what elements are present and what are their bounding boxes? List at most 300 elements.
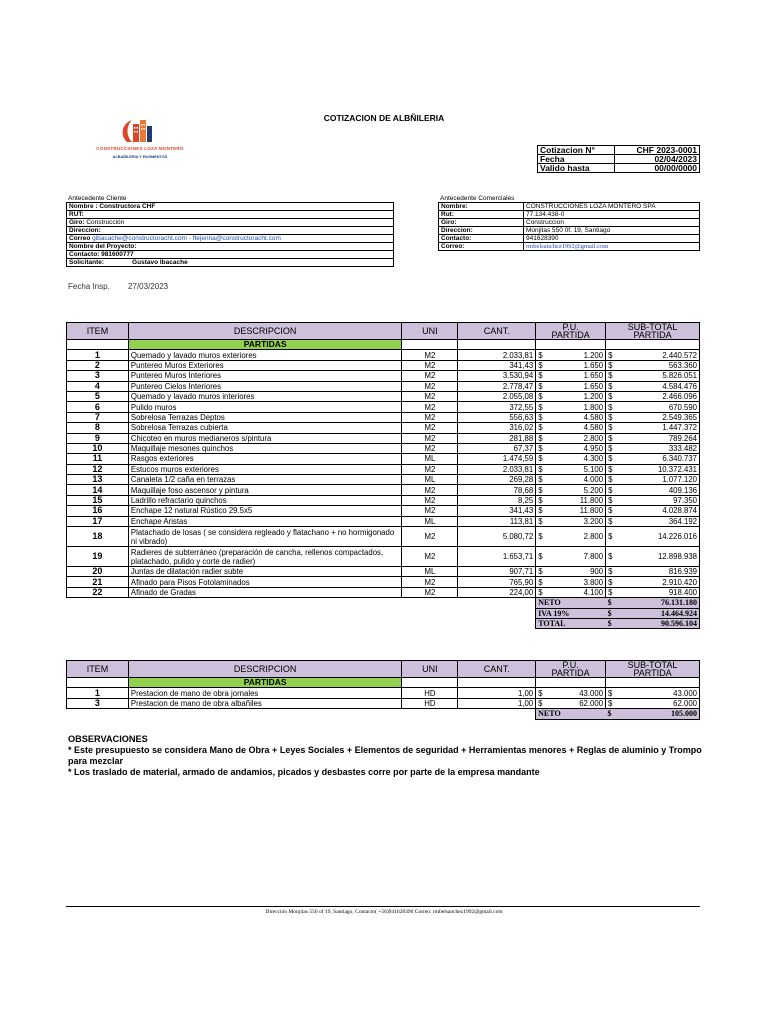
partidas-blank: [67, 340, 129, 350]
item-subtotal: 62.000: [616, 698, 700, 708]
total-label: NETO: [536, 709, 606, 719]
item-quantity: 765,90: [458, 577, 536, 587]
quote-info-box: [537, 145, 700, 173]
item-unit: M2: [402, 506, 458, 516]
item-quantity: 269,28: [458, 475, 536, 485]
labor-header-subtotal: [606, 661, 700, 678]
item-unit: HD: [402, 688, 458, 698]
unit-price-currency: $: [536, 527, 546, 547]
item-unit: M2: [402, 360, 458, 370]
item-subtotal: 789.264: [616, 433, 700, 443]
total-value: 105.000: [616, 709, 700, 719]
item-row: [67, 402, 700, 412]
quote-valid-value: 00/00/0000: [615, 164, 700, 173]
item-subtotal: 12.898.938: [616, 547, 700, 567]
item-number: 17: [67, 516, 129, 526]
item-subtotal: 10.372.431: [616, 464, 700, 474]
item-quantity: 1,00: [458, 688, 536, 698]
labor-header-pu-line1: P.U.: [562, 660, 579, 670]
item-number: 3: [67, 698, 129, 708]
item-row: [67, 433, 700, 443]
item-description: Prestacion de mano de obra albañiles: [128, 698, 402, 708]
total-currency: $: [606, 618, 616, 628]
unit-price-currency: $: [536, 443, 546, 453]
total-spacer: [402, 608, 458, 618]
item-number: 15: [67, 495, 129, 505]
com-rut-label: Rut:: [439, 211, 524, 219]
item-subtotal: 4.584.476: [616, 381, 700, 391]
item-unit-price: 1.650: [546, 381, 606, 391]
subtotal-currency: $: [606, 360, 616, 370]
item-description: Enchape 12 natural Rústico 29.5x5: [128, 506, 402, 516]
client-giro-cell: [67, 219, 394, 227]
item-unit: M2: [402, 587, 458, 597]
unit-price-currency: $: [536, 516, 546, 526]
item-subtotal: 6.340.737: [616, 454, 700, 464]
unit-price-currency: $: [536, 506, 546, 516]
item-unit-price: 4.100: [546, 587, 606, 597]
header-descripcion: DESCRIPCION: [128, 323, 402, 340]
item-subtotal: 2.440.572: [616, 350, 700, 360]
item-quantity: 8,25: [458, 495, 536, 505]
subtotal-currency: $: [606, 371, 616, 381]
footer-divider: [66, 906, 700, 907]
unit-price-currency: $: [536, 485, 546, 495]
quote-date-value: 02/04/2023: [615, 155, 700, 164]
labor-header-cant: CANT.: [458, 661, 536, 678]
item-row: [67, 454, 700, 464]
item-description: Pulido muros: [128, 402, 402, 412]
item-row: [67, 577, 700, 587]
unit-price-currency: $: [536, 360, 546, 370]
subtotal-currency: $: [606, 495, 616, 505]
item-unit: M2: [402, 527, 458, 547]
item-description: Afinado de Gradas: [128, 587, 402, 597]
item-quantity: 2.033,81: [458, 350, 536, 360]
document-title: COTIZACION DE ALBÑILERIA: [323, 113, 445, 123]
items-table: [66, 322, 700, 629]
unit-price-currency: $: [536, 350, 546, 360]
subtotal-currency: $: [606, 547, 616, 567]
quote-number-value: CHF 2023-0001: [615, 146, 700, 155]
client-name: Nombre : Constructora CHF: [67, 203, 394, 211]
item-row: [67, 381, 700, 391]
item-unit: M2: [402, 464, 458, 474]
total-row: [67, 598, 700, 608]
item-row: [67, 443, 700, 453]
total-spacer: [402, 618, 458, 628]
item-subtotal: 333.482: [616, 443, 700, 453]
item-unit: M2: [402, 402, 458, 412]
inspection-date-value: 27/03/2023: [128, 282, 169, 291]
item-subtotal: 14.226.016: [616, 527, 700, 547]
item-row: [67, 506, 700, 516]
item-quantity: 5.080,72: [458, 527, 536, 547]
total-spacer: [128, 608, 402, 618]
header-item: ITEM: [67, 323, 129, 340]
observations-section: [68, 734, 708, 778]
unit-price-currency: $: [536, 381, 546, 391]
unit-price-currency: $: [536, 412, 546, 422]
client-solicitante-cell: [67, 259, 394, 267]
item-unit: M2: [402, 423, 458, 433]
item-subtotal: 1.447.372: [616, 423, 700, 433]
observations-heading: OBSERVACIONES: [68, 734, 148, 744]
subtotal-currency: $: [606, 464, 616, 474]
item-description: Quemado y lavado muros interiores: [128, 391, 402, 401]
com-direccion-label: Direccion:: [439, 227, 524, 235]
subtotal-currency: $: [606, 506, 616, 516]
subtotal-currency: $: [606, 577, 616, 587]
subtotal-currency: $: [606, 443, 616, 453]
item-quantity: 316,02: [458, 423, 536, 433]
item-row: [67, 391, 700, 401]
item-description: Prestacion de mano de obra jornales: [128, 688, 402, 698]
item-number: 11: [67, 454, 129, 464]
quote-date-label: Fecha: [538, 155, 615, 164]
com-correo-label: Correo:: [439, 243, 524, 251]
quote-valid-row: [538, 164, 700, 173]
client-info-box: [66, 202, 394, 267]
item-quantity: 1,00: [458, 698, 536, 708]
item-row: [67, 464, 700, 474]
observation-line-1: * Este presupuesto se considera Mano de Obra + Leyes Sociales + Elementos de seguridad + Herramientas menores + Reglas de aluminio y Trompo para mezclar: [68, 745, 702, 766]
item-number: 21: [67, 577, 129, 587]
item-quantity: 1.653,71: [458, 547, 536, 567]
unit-price-currency: $: [536, 454, 546, 464]
header-cant: CANT.: [458, 323, 536, 340]
subtotal-currency: $: [606, 412, 616, 422]
item-unit-price: 62.000: [546, 698, 606, 708]
item-number: 14: [67, 485, 129, 495]
item-number: 22: [67, 587, 129, 597]
total-label: TOTAL: [536, 618, 606, 628]
labor-header-descripcion: DESCRIPCION: [128, 661, 402, 678]
labor-item-row: [67, 698, 700, 708]
item-unit-price: 2.800: [546, 433, 606, 443]
total-value: 90.596.104: [616, 618, 700, 628]
com-direccion-value: Monjitas 550 0f. 19, Santiago: [524, 227, 700, 235]
quote-valid-label: Valido hasta: [538, 164, 615, 173]
partidas-label: PARTIDAS: [128, 340, 402, 350]
unit-price-currency: $: [536, 402, 546, 412]
total-spacer: [67, 608, 129, 618]
item-subtotal: 2.466.096: [616, 391, 700, 401]
item-unit: M2: [402, 443, 458, 453]
item-description: Platachado de losas ( se considera regleado y flatachano + no hormigonado ni vibrado): [128, 527, 402, 547]
header-subtotal: [606, 323, 700, 340]
header-uni: UNI: [402, 323, 458, 340]
item-description: Estucos muros exteriores: [128, 464, 402, 474]
client-heading: Antecedente Cliente: [68, 195, 127, 202]
client-solicitante-label: Solicitante:: [69, 259, 105, 266]
client-solicitante-value: Gustavo Ibacache: [132, 259, 188, 266]
item-subtotal: 2.549.365: [616, 412, 700, 422]
subtotal-currency: $: [606, 391, 616, 401]
partidas-row: [67, 340, 700, 350]
item-unit-price: 2.800: [546, 527, 606, 547]
item-number: 2: [67, 360, 129, 370]
item-row: [67, 547, 700, 567]
item-number: 1: [67, 350, 129, 360]
total-spacer: [67, 618, 129, 628]
total-spacer: [458, 709, 536, 719]
client-email-link-2[interactable]: ftejerina@constructoracht.com: [192, 235, 281, 242]
item-subtotal: 918.400: [616, 587, 700, 597]
item-description: Sobrelosa Terrazas cubierta: [128, 423, 402, 433]
item-unit-price: 11.800: [546, 495, 606, 505]
item-number: 4: [67, 381, 129, 391]
item-quantity: 2.055,08: [458, 391, 536, 401]
item-subtotal: 364.192: [616, 516, 700, 526]
unit-price-currency: $: [536, 423, 546, 433]
total-spacer: [402, 598, 458, 608]
item-subtotal: 409.136: [616, 485, 700, 495]
item-number: 1: [67, 688, 129, 698]
total-spacer: [458, 598, 536, 608]
item-number: 3: [67, 371, 129, 381]
item-unit: M2: [402, 577, 458, 587]
item-unit: M2: [402, 433, 458, 443]
footer-address: Dirección Monjitas 550 of 19, Santiago, Contacto( +56)941628390 Correo: rmbelsanchez1992@gmail.com: [265, 909, 503, 915]
client-giro-label: Giro:: [69, 219, 85, 226]
item-description: Puntereo Cielos Interiores: [128, 381, 402, 391]
labor-header-pu: [536, 661, 606, 678]
subtotal-currency: $: [606, 587, 616, 597]
com-email-link[interactable]: rmbelsanchez1992@gmail.com: [524, 243, 700, 251]
item-quantity: 907,71: [458, 567, 536, 577]
total-value: 14.464.924: [616, 608, 700, 618]
item-description: Puntereo Muros Interiores: [128, 371, 402, 381]
labor-header-pu-line2: PARTIDA: [551, 668, 590, 678]
item-unit-price: 900: [546, 567, 606, 577]
labor-header-subtotal-line2: PARTIDA: [633, 668, 672, 678]
logo-company-name: CONSTRUCCIONES LOZA MONTERO: [96, 146, 184, 151]
subtotal-currency: $: [606, 485, 616, 495]
com-giro-label: Giro:: [439, 219, 524, 227]
item-row: [67, 587, 700, 597]
subtotal-currency: $: [606, 454, 616, 464]
client-rut: RUT:: [67, 211, 394, 219]
unit-price-currency: $: [536, 547, 546, 567]
subtotal-currency: $: [606, 423, 616, 433]
total-currency: $: [606, 598, 616, 608]
item-number: 20: [67, 567, 129, 577]
item-unit-price: 3.800: [546, 577, 606, 587]
item-subtotal: 2.910.420: [616, 577, 700, 587]
item-description: Chicoteo en muros medianeros s/pintura: [128, 433, 402, 443]
item-unit-price: 1.650: [546, 371, 606, 381]
item-row: [67, 412, 700, 422]
logo-building-icon: [80, 116, 200, 146]
items-header-row: [67, 323, 700, 340]
item-row: [67, 527, 700, 547]
subtotal-currency: $: [606, 688, 616, 698]
item-unit-price: 3.200: [546, 516, 606, 526]
total-spacer: [458, 618, 536, 628]
com-name-label: Nombre:: [439, 203, 524, 211]
item-subtotal: 4.028.874: [616, 506, 700, 516]
inspection-date: [68, 282, 168, 291]
unit-price-currency: $: [536, 475, 546, 485]
total-spacer: [402, 709, 458, 719]
unit-price-currency: $: [536, 688, 546, 698]
item-quantity: 281,88: [458, 433, 536, 443]
logo-tagline: ALBAÑILERIA Y PAVIMENTOS: [112, 155, 168, 159]
item-row: [67, 350, 700, 360]
item-unit-price: 7.800: [546, 547, 606, 567]
client-project: Nombre del Proyecto:: [67, 243, 394, 251]
item-unit-price: 4.300: [546, 454, 606, 464]
item-quantity: 341,43: [458, 360, 536, 370]
unit-price-currency: $: [536, 567, 546, 577]
subtotal-currency: $: [606, 516, 616, 526]
labor-item-row: [67, 688, 700, 698]
total-value: 76.131.180: [616, 598, 700, 608]
item-description: Sobrelosa Terrazas Deptos: [128, 412, 402, 422]
item-unit-price: 43.000: [546, 688, 606, 698]
item-quantity: 2.033,81: [458, 464, 536, 474]
unit-price-currency: $: [536, 698, 546, 708]
header-pu: [536, 323, 606, 340]
item-row: [67, 485, 700, 495]
labor-partidas-label: PARTIDAS: [128, 678, 402, 688]
labor-header-subtotal-line1: SUB-TOTAL: [627, 660, 678, 670]
header-subtotal-line1: SUB-TOTAL: [627, 322, 678, 332]
item-quantity: 67,37: [458, 443, 536, 453]
item-description: Juntas de dilatación radier subte: [128, 567, 402, 577]
item-unit: ML: [402, 475, 458, 485]
item-unit-price: 5.200: [546, 485, 606, 495]
client-giro-value: Construcción: [86, 219, 125, 226]
total-row: [67, 608, 700, 618]
item-number: 10: [67, 443, 129, 453]
item-row: [67, 516, 700, 526]
com-rut-value: 77.134.438-0: [524, 211, 700, 219]
subtotal-currency: $: [606, 475, 616, 485]
item-unit: M2: [402, 412, 458, 422]
item-unit: M2: [402, 381, 458, 391]
item-subtotal: 670.590: [616, 402, 700, 412]
labor-table: [66, 660, 700, 720]
item-unit-price: 1.800: [546, 402, 606, 412]
subtotal-currency: $: [606, 381, 616, 391]
unit-price-currency: $: [536, 577, 546, 587]
subtotal-currency: $: [606, 350, 616, 360]
subtotal-currency: $: [606, 433, 616, 443]
total-row: [67, 618, 700, 628]
item-unit: M2: [402, 371, 458, 381]
header-pu-line2: PARTIDA: [551, 330, 590, 340]
item-row: [67, 360, 700, 370]
item-number: 8: [67, 423, 129, 433]
item-number: 6: [67, 402, 129, 412]
item-row: [67, 567, 700, 577]
item-quantity: 113,81: [458, 516, 536, 526]
item-subtotal: 816.939: [616, 567, 700, 577]
item-description: Puntereo Muros Exteriores: [128, 360, 402, 370]
header-pu-line1: P.U.: [562, 322, 579, 332]
item-quantity: 372,55: [458, 402, 536, 412]
item-quantity: 224,00: [458, 587, 536, 597]
client-email-separator: -: [186, 235, 193, 242]
client-correo-cell: [67, 235, 394, 243]
unit-price-currency: $: [536, 433, 546, 443]
item-number: 13: [67, 475, 129, 485]
total-row: [67, 709, 700, 719]
item-number: 18: [67, 527, 129, 547]
commercial-heading: Antecedente Comerciales: [440, 195, 515, 202]
labor-partidas-blank: [67, 678, 129, 688]
labor-partidas-row: [67, 678, 700, 688]
unit-price-currency: $: [536, 391, 546, 401]
total-spacer: [128, 618, 402, 628]
labor-header-item: ITEM: [67, 661, 129, 678]
item-subtotal: 1.077.120: [616, 475, 700, 485]
item-quantity: 1.474,59: [458, 454, 536, 464]
item-description: Ladrillo refractario quinchos: [128, 495, 402, 505]
client-correo-label: Correo: [69, 235, 91, 242]
subtotal-currency: $: [606, 698, 616, 708]
total-currency: $: [606, 709, 616, 719]
item-subtotal: 43.000: [616, 688, 700, 698]
labor-header-uni: UNI: [402, 661, 458, 678]
item-unit-price: 4.950: [546, 443, 606, 453]
item-subtotal: 97.350: [616, 495, 700, 505]
item-number: 12: [67, 464, 129, 474]
item-unit-price: 1.200: [546, 350, 606, 360]
item-unit-price: 11.800: [546, 506, 606, 516]
item-description: Quemado y lavado muros exteriores: [128, 350, 402, 360]
header-subtotal-line2: PARTIDA: [633, 330, 672, 340]
item-description: Enchape Aristas: [128, 516, 402, 526]
com-contacto-value: 941628390: [524, 235, 700, 243]
item-quantity: 3.530,94: [458, 371, 536, 381]
item-number: 5: [67, 391, 129, 401]
client-email-link[interactable]: gibacache@constructoracht.com: [92, 235, 187, 242]
client-direccion: Direccion:: [67, 227, 394, 235]
total-spacer: [67, 598, 129, 608]
item-subtotal: 563.360: [616, 360, 700, 370]
observation-line-2: * Los traslado de material, armado de andamios, picados y desbastes corre por parte de la empresa mandante: [68, 767, 540, 777]
item-description: Rasgos exteriores: [128, 454, 402, 464]
item-description: Afinado para Pisos Fotolaminados: [128, 577, 402, 587]
item-subtotal: 5.826.051: [616, 371, 700, 381]
subtotal-currency: $: [606, 402, 616, 412]
item-unit-price: 4.580: [546, 412, 606, 422]
item-unit-price: 1.200: [546, 391, 606, 401]
item-unit: ML: [402, 567, 458, 577]
item-unit: M2: [402, 485, 458, 495]
unit-price-currency: $: [536, 495, 546, 505]
item-unit-price: 5.100: [546, 464, 606, 474]
commercial-info-box: [438, 202, 700, 251]
item-number: 9: [67, 433, 129, 443]
unit-price-currency: $: [536, 371, 546, 381]
total-spacer: [458, 608, 536, 618]
total-spacer: [128, 598, 402, 608]
item-unit: ML: [402, 516, 458, 526]
item-row: [67, 423, 700, 433]
item-description: Radieres de subterráneo (preparación de cancha, rellenos compactados, platachado, pulido y corte de radier): [128, 547, 402, 567]
quote-number-label: Cotizacion N°: [538, 146, 615, 155]
item-quantity: 2.778,47: [458, 381, 536, 391]
item-description: Canaleta 1/2 caña en terrazas: [128, 475, 402, 485]
item-quantity: 556,63: [458, 412, 536, 422]
total-label: IVA 19%: [536, 608, 606, 618]
total-label: NETO: [536, 598, 606, 608]
item-unit-price: 4.580: [546, 423, 606, 433]
